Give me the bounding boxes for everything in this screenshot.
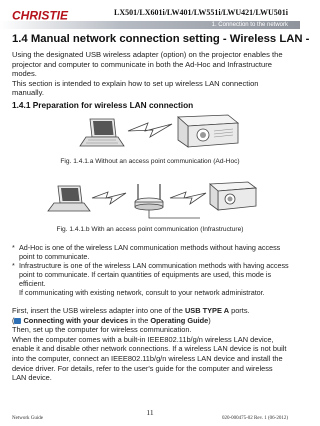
- adhoc-figure: [0, 113, 300, 158]
- note-bullet: *: [12, 243, 15, 252]
- access-point-icon: [135, 184, 163, 210]
- figure-caption-infrastructure: Fig. 1.4.1.b With an access point communication (Infrastructure): [56, 226, 244, 233]
- reference-link[interactable]: Connecting with your devices: [23, 315, 129, 325]
- intro-text: [12, 50, 288, 98]
- note-consult-text: If communicating with existing network, consult to your network administrator.: [19, 288, 265, 297]
- section-title: 1. Connection to the network: [211, 22, 288, 28]
- wireless-signal-icon: [92, 192, 126, 204]
- wireless-signal-icon: [170, 192, 206, 204]
- laptop-icon: [80, 119, 124, 146]
- book-icon: [12, 315, 21, 325]
- laptop-icon: [48, 186, 90, 211]
- note-infrastructure-text: Infrastructure is one of the wireless LAN communication methods with having access point to communicate. If certain quantities of equipments are used, this mode is efficient.: [19, 261, 289, 288]
- note-consult: [12, 288, 292, 297]
- section-bar: [0, 21, 300, 29]
- model-list: LX501/LX601i/LW401/LW551i/LWU421/LWU501i: [114, 8, 288, 17]
- logo-text: CHRISTIE: [12, 9, 69, 21]
- notes: [12, 243, 292, 297]
- instruction-reference: [12, 316, 288, 326]
- figure-caption-adhoc: Fig. 1.4.1.a Without an access point communication (Ad-Hoc): [60, 158, 240, 165]
- subsection-title: 1.4.1 Preparation for wireless LAN connection: [12, 100, 194, 110]
- page-number: 11: [146, 408, 154, 417]
- intro-paragraph-2: This section is intended to explain how to set up wireless LAN connection manually.: [12, 78, 259, 98]
- footer-guide-name: Network Guide: [12, 416, 43, 421]
- christie-logo: [12, 9, 74, 21]
- infrastructure-figure: [0, 178, 300, 224]
- instructions: [12, 306, 288, 383]
- note-infrastructure: [12, 261, 292, 288]
- usb-port-label: USB TYPE A: [184, 306, 230, 315]
- projector-icon: [178, 115, 238, 147]
- projector-icon: [210, 182, 256, 210]
- instruction-text: in the: [128, 315, 151, 325]
- paren-open: (: [12, 315, 15, 325]
- instruction-insert-adapter: [12, 306, 288, 316]
- instruction-text: ports.: [229, 306, 250, 315]
- paren-close: ): [208, 315, 211, 325]
- intro-paragraph-1: Using the designated USB wireless adapter (option) on the projector enables the projector and computer to communicate in both the Ad-Hoc and Infrastructure modes.: [12, 50, 283, 79]
- instruction-details: When the computer comes with a built-in IEEE802.11b/g/n wireless LAN device, enable it and disable other network connections. If a wireless LAN device is not built into the computer, connect an IEEE802.11b/g/n wireless LAN device and install the device driver. For details, refer to the user's guide for the computer and wireless LAN device.: [12, 334, 287, 383]
- note-bullet: *: [12, 261, 15, 270]
- instruction-setup-computer: Then, set up the computer for wireless communication.: [12, 325, 192, 335]
- operating-guide-link[interactable]: Operating Guide: [150, 315, 209, 325]
- page-title: 1.4 Manual network connection setting - Wireless LAN -: [12, 33, 310, 45]
- note-adhoc: [12, 243, 292, 261]
- wireless-signal-icon: [128, 123, 172, 137]
- instruction-text: First, insert the USB wireless adapter into one of the: [12, 306, 185, 315]
- note-adhoc-text: Ad-Hoc is one of the wireless LAN communication methods without having access point to communicate.: [19, 243, 281, 261]
- footer-revision: 020-000475-02 Rev. 1 (06-2012): [221, 416, 288, 421]
